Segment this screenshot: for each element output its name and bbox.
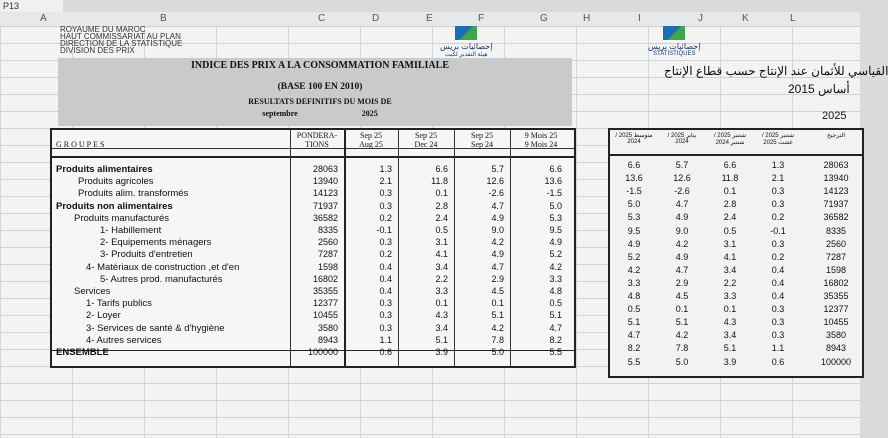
right-cell: 6.6 bbox=[723, 160, 737, 170]
cell-v3: 4.2 bbox=[491, 237, 504, 248]
table-row bbox=[52, 164, 574, 177]
cell-w: 16802 bbox=[312, 273, 338, 284]
cell-w: 3580 bbox=[317, 322, 338, 333]
cell-v1: 0.3 bbox=[379, 188, 392, 199]
table-row bbox=[52, 335, 574, 348]
right-cell: 10455 bbox=[823, 317, 849, 328]
column-header[interactable]: K bbox=[742, 13, 749, 24]
cell-w: 7287 bbox=[317, 249, 338, 260]
cell-w: 8335 bbox=[317, 225, 338, 235]
cell-v4: 4.2 bbox=[549, 261, 562, 272]
cell-v1: 0.4 bbox=[379, 261, 392, 272]
cell-w: 35355 bbox=[312, 286, 338, 296]
cell-v4: 8.2 bbox=[549, 334, 562, 345]
right-header: شتنبر 2025 / غشت 2025 bbox=[761, 133, 795, 146]
cell-v3: 4.7 bbox=[491, 261, 504, 272]
cell-v1: 0.6 bbox=[379, 347, 392, 357]
right-cell: 13940 bbox=[823, 173, 849, 184]
row-label: 3- Produits d'entretien bbox=[100, 249, 193, 261]
cpi-table bbox=[50, 128, 576, 368]
cell-v2: 3.3 bbox=[435, 286, 448, 296]
right-cell: 5.3 bbox=[627, 212, 641, 223]
right-cell: -0.1 bbox=[770, 225, 786, 236]
right-cell: 7.8 bbox=[675, 343, 689, 354]
cell-v2: 11.8 bbox=[431, 176, 448, 187]
right-cell: 1.1 bbox=[771, 343, 785, 354]
cell-v1: 2.1 bbox=[379, 176, 392, 187]
right-cell: 0.2 bbox=[771, 251, 785, 262]
table-row bbox=[52, 298, 574, 311]
right-cell: 0.1 bbox=[675, 304, 689, 315]
row-label: 1- Tarifs publics bbox=[86, 298, 152, 310]
right-cell: 4.2 bbox=[675, 238, 689, 249]
right-cell: 0.2 bbox=[771, 212, 785, 223]
right-cell: 4.8 bbox=[627, 291, 641, 301]
cell-v4: 4.8 bbox=[549, 286, 562, 296]
table-row bbox=[52, 225, 574, 238]
right-cell: 0.3 bbox=[771, 238, 785, 249]
right-header: متوسط 2025 / 2024 bbox=[615, 133, 653, 145]
right-cell: 6.6 bbox=[627, 160, 641, 170]
cell-w: 28063 bbox=[312, 164, 338, 174]
gov-header-lines bbox=[60, 26, 182, 54]
right-cell: 0.1 bbox=[723, 186, 737, 197]
right-cell: 5.5 bbox=[627, 356, 641, 367]
right-cell: 3.3 bbox=[723, 291, 737, 301]
column-header[interactable]: B bbox=[160, 13, 167, 24]
header-pond-line1: PONDERA- bbox=[296, 131, 338, 140]
header-pond-line2: TIONS bbox=[305, 140, 329, 149]
cell-v1: 0.2 bbox=[379, 212, 392, 223]
table-row bbox=[52, 323, 574, 336]
table-row bbox=[52, 237, 574, 250]
right-cell: 28063 bbox=[823, 160, 849, 170]
right-cell: 2.8 bbox=[723, 199, 737, 210]
cell-w: 13940 bbox=[312, 176, 338, 187]
report-year: 2025 bbox=[361, 109, 378, 118]
cell-v1: -0.1 bbox=[376, 225, 392, 235]
cell-v3: 2.9 bbox=[491, 273, 504, 284]
header-col4-a: 9 Mois 25 bbox=[524, 131, 558, 140]
right-cell: 4.7 bbox=[675, 264, 689, 275]
cell-v2: 3.4 bbox=[435, 322, 448, 333]
right-cell: 2.4 bbox=[723, 212, 737, 223]
column-header[interactable]: A bbox=[40, 13, 47, 24]
right-header: الترجيح bbox=[826, 133, 845, 139]
right-cell: 1598 bbox=[825, 264, 847, 275]
cell-w: 14123 bbox=[312, 188, 338, 199]
cell-v1: 1.3 bbox=[379, 164, 392, 174]
table-row bbox=[52, 347, 574, 360]
cell-w: 71937 bbox=[312, 200, 338, 211]
column-header[interactable]: E bbox=[426, 13, 433, 24]
cell-v3: 7.8 bbox=[491, 334, 504, 345]
right-year: 2025 bbox=[822, 110, 847, 122]
table-row bbox=[52, 286, 574, 299]
right-cell: 8.2 bbox=[627, 343, 641, 354]
right-header: يناير 2025 / 2024 bbox=[667, 133, 697, 145]
row-label: 3- Services de santé & d'hygiène bbox=[86, 322, 225, 334]
right-cell: 71937 bbox=[823, 199, 849, 210]
row-label: Produits non alimentaires bbox=[56, 200, 173, 212]
cell-w: 2560 bbox=[317, 237, 338, 248]
cell-v2: 2.4 bbox=[435, 212, 448, 223]
right-cell: 3.4 bbox=[723, 264, 737, 275]
cell-v3: 9.0 bbox=[491, 225, 504, 235]
cell-v3: 4.9 bbox=[491, 249, 504, 260]
cell-w: 8943 bbox=[317, 334, 338, 345]
row-label: 1- Habillement bbox=[100, 225, 162, 236]
right-cell: 100000 bbox=[820, 356, 852, 367]
right-cell: 9.5 bbox=[627, 225, 641, 236]
cell-v4: 9.5 bbox=[549, 225, 562, 235]
right-cell: 5.1 bbox=[723, 343, 737, 354]
cell-v1: 0.4 bbox=[379, 286, 392, 296]
column-header[interactable]: H bbox=[583, 13, 591, 24]
right-cell: 11.8 bbox=[721, 173, 739, 184]
cell-v1: 0.3 bbox=[379, 237, 392, 248]
logo-icon bbox=[663, 26, 685, 40]
header-col3 bbox=[454, 131, 510, 149]
right-cell: 9.0 bbox=[675, 225, 689, 236]
right-header: شتنبر 2025 / شتنبر 2024 bbox=[713, 133, 747, 146]
report-title: INDICE DES PRIX A LA CONSOMMATION FAMILIALE bbox=[191, 60, 449, 71]
right-cell: 1.3 bbox=[771, 160, 785, 170]
cell-v4: 6.6 bbox=[549, 164, 562, 174]
row-label: Produits alimentaires bbox=[56, 164, 153, 175]
cell-v1: 0.3 bbox=[379, 298, 392, 309]
right-cell: 3.4 bbox=[723, 330, 737, 341]
cell-v1: 0.3 bbox=[379, 322, 392, 333]
logo-icon bbox=[455, 26, 477, 40]
cell-v4: 3.3 bbox=[549, 273, 562, 284]
right-cell: 4.7 bbox=[675, 199, 689, 210]
cell-v2: 5.1 bbox=[435, 334, 448, 345]
right-cell: 0.4 bbox=[771, 277, 785, 288]
right-cell: 2.2 bbox=[723, 277, 737, 288]
right-cell: 2560 bbox=[825, 238, 847, 249]
right-cell: 13.6 bbox=[625, 173, 643, 184]
right-cell: 4.9 bbox=[675, 212, 689, 223]
report-subtitle: RESULTATS DEFINITIFS DU MOIS DE bbox=[248, 97, 392, 106]
header-col3-b: Sep 24 bbox=[471, 140, 493, 149]
cell-v4: 5.5 bbox=[549, 347, 562, 357]
header-groupes: GROUPES bbox=[56, 140, 107, 149]
cell-v2: 2.8 bbox=[435, 200, 448, 211]
logo-text: إحصائيات بريس bbox=[648, 42, 701, 51]
header-ponderations bbox=[290, 131, 344, 149]
row-label: Produits manufacturés bbox=[74, 212, 170, 224]
row-label: 5- Autres prod. manufacturés bbox=[100, 273, 223, 285]
right-cell: 5.1 bbox=[627, 317, 641, 328]
logo-left bbox=[440, 26, 492, 58]
cell-v3: 5.7 bbox=[491, 164, 504, 174]
right-cell: 12377 bbox=[823, 304, 849, 315]
right-cell: 5.0 bbox=[627, 199, 641, 210]
ppi-table bbox=[608, 128, 864, 378]
cell-v2: 2.2 bbox=[435, 273, 448, 284]
logo-subtext: هيئة التقدير لكيت bbox=[444, 52, 488, 58]
cell-w: 1598 bbox=[317, 261, 338, 272]
right-cell: 4.2 bbox=[627, 264, 641, 275]
right-cell: 8943 bbox=[825, 343, 847, 354]
gov-line: ROYAUME DU MAROC bbox=[60, 25, 146, 34]
cell-v2: 3.4 bbox=[435, 261, 448, 272]
right-cell: 0.3 bbox=[771, 304, 785, 315]
right-cell: 4.5 bbox=[675, 291, 689, 301]
cell-v3: -2.6 bbox=[488, 188, 504, 199]
right-subtitle: أساس 2015 bbox=[788, 82, 850, 96]
table-row bbox=[52, 310, 574, 323]
cell-v1: 1.1 bbox=[379, 334, 392, 345]
gov-line: DIRECTION DE LA STATISTIQUE bbox=[60, 39, 183, 48]
cell-v2: 0.1 bbox=[435, 188, 448, 199]
cell-v3: 4.9 bbox=[491, 212, 504, 223]
right-cell: 16802 bbox=[823, 277, 849, 288]
cell-v1: 0.2 bbox=[379, 249, 392, 260]
cell-v4: -1.5 bbox=[546, 188, 562, 199]
header-col1 bbox=[344, 131, 398, 149]
column-header[interactable]: I bbox=[638, 13, 641, 24]
cell-v1: 0.4 bbox=[379, 273, 392, 284]
right-cell: 5.2 bbox=[627, 251, 641, 262]
right-cell: 3580 bbox=[825, 330, 847, 341]
row-label: ENSEMBLE bbox=[56, 347, 109, 358]
logo-right bbox=[648, 26, 700, 57]
column-header[interactable]: D bbox=[372, 13, 380, 24]
right-cell: 35355 bbox=[823, 291, 849, 301]
right-cell: 0.3 bbox=[771, 199, 785, 210]
cell-v4: 0.5 bbox=[549, 298, 562, 309]
right-cell: 0.3 bbox=[771, 330, 785, 341]
row-label: 4- Matériaux de construction ,et d'en bbox=[86, 261, 240, 273]
right-cell: 0.4 bbox=[771, 291, 785, 301]
cell-v3: 4.2 bbox=[491, 322, 504, 333]
cell-v2: 3.9 bbox=[435, 347, 448, 357]
right-cell: 5.7 bbox=[675, 160, 689, 170]
right-cell: 3.1 bbox=[723, 238, 737, 249]
column-header[interactable]: J bbox=[698, 13, 703, 24]
right-cell: 5.1 bbox=[675, 317, 689, 328]
right-cell: 36582 bbox=[823, 212, 849, 223]
header-col4 bbox=[510, 131, 572, 149]
right-cell: 5.0 bbox=[675, 356, 689, 367]
right-title: القياسي للأثمان عند الإنتاج حسب قطاع الإنتاج bbox=[664, 64, 888, 78]
right-cell: 2.1 bbox=[771, 173, 785, 184]
right-cell: -2.6 bbox=[674, 186, 690, 197]
row-label: 4- Autres services bbox=[86, 334, 162, 346]
cell-v4: 4.7 bbox=[549, 322, 562, 333]
cell-v2: 4.1 bbox=[435, 249, 448, 260]
header-col2-b: Dec 24 bbox=[414, 140, 438, 149]
right-cell: 0.5 bbox=[723, 225, 737, 236]
right-cell: 2.9 bbox=[675, 277, 689, 288]
right-cell: 12.6 bbox=[673, 173, 691, 184]
table-row bbox=[52, 188, 574, 201]
cell-v4: 5.1 bbox=[549, 310, 562, 321]
row-label: Produits agricoles bbox=[78, 176, 154, 188]
right-cell: 3.3 bbox=[627, 277, 641, 288]
right-cell: 0.4 bbox=[771, 264, 785, 275]
cell-v4: 5.2 bbox=[549, 249, 562, 260]
cell-v3: 5.0 bbox=[491, 347, 504, 357]
right-cell: 0.3 bbox=[771, 317, 785, 328]
cell-v2: 3.1 bbox=[435, 237, 448, 248]
cell-w: 36582 bbox=[312, 212, 338, 223]
table-row bbox=[52, 201, 574, 214]
cell-v4: 5.3 bbox=[549, 212, 562, 223]
column-header[interactable]: C bbox=[318, 13, 326, 24]
right-cell: 4.2 bbox=[675, 330, 689, 341]
right-cell: 7287 bbox=[825, 251, 847, 262]
right-cell: 0.3 bbox=[771, 186, 785, 197]
row-label: Produits alim. transformés bbox=[78, 188, 189, 200]
gov-line: HAUT COMMISSARIAT AU PLAN bbox=[60, 32, 181, 41]
right-cell: 0.6 bbox=[771, 356, 785, 367]
cell-v3: 12.6 bbox=[486, 176, 504, 187]
report-month: septembre bbox=[262, 109, 298, 118]
row-label: 2- Equipements ménagers bbox=[100, 237, 212, 249]
right-cell: 4.7 bbox=[627, 330, 641, 341]
cell-v1: 0.3 bbox=[379, 200, 392, 211]
report-period bbox=[100, 109, 540, 118]
table-row bbox=[52, 274, 574, 287]
right-cell: 4.9 bbox=[675, 251, 689, 262]
cell-v2: 4.3 bbox=[435, 310, 448, 321]
header-col4-b: 9 Mois 24 bbox=[524, 140, 558, 149]
column-header[interactable]: F bbox=[478, 13, 485, 24]
cell-v2: 0.5 bbox=[435, 225, 448, 235]
right-cell: 3.9 bbox=[723, 356, 737, 367]
cell-v2: 0.1 bbox=[435, 298, 448, 309]
table-row bbox=[52, 213, 574, 226]
cell-v3: 0.1 bbox=[491, 298, 504, 309]
header-col3-a: Sep 25 bbox=[471, 131, 493, 140]
gov-line: DIVISION DES PRIX bbox=[60, 46, 135, 55]
name-box[interactable]: P13 bbox=[0, 0, 63, 13]
logo-subtext: STATISTIQUES bbox=[653, 51, 696, 57]
report-base: (BASE 100 EN 2010) bbox=[277, 82, 363, 92]
right-cell: 0.5 bbox=[627, 304, 641, 315]
table-row bbox=[52, 262, 574, 275]
column-header[interactable]: L bbox=[790, 13, 796, 24]
cell-v3: 4.5 bbox=[491, 286, 504, 296]
header-col2 bbox=[398, 131, 454, 149]
cell-v3: 4.7 bbox=[491, 200, 504, 211]
cell-w: 100000 bbox=[307, 347, 338, 357]
right-cell: 4.3 bbox=[723, 317, 737, 328]
cell-v3: 5.1 bbox=[491, 310, 504, 321]
cell-v4: 4.9 bbox=[549, 237, 562, 248]
cell-v4: 13.6 bbox=[544, 176, 562, 187]
header-col2-a: Sep 25 bbox=[415, 131, 437, 140]
logo-text: إحصائيات بريس bbox=[440, 42, 493, 51]
cell-v4: 5.0 bbox=[549, 200, 562, 211]
column-header[interactable]: G bbox=[540, 13, 548, 24]
table-row bbox=[52, 176, 574, 189]
cell-w: 12377 bbox=[312, 298, 338, 309]
row-label: 2- Loyer bbox=[86, 310, 121, 322]
right-cell: 0.1 bbox=[723, 304, 737, 315]
right-cell: 4.1 bbox=[723, 251, 737, 262]
right-cell: 8335 bbox=[825, 225, 847, 236]
right-cell: 14123 bbox=[823, 186, 849, 197]
right-cell: -1.5 bbox=[626, 186, 642, 197]
cell-w: 10455 bbox=[312, 310, 338, 321]
row-label: Services bbox=[74, 286, 111, 297]
right-cell: 4.9 bbox=[627, 238, 641, 249]
cell-v1: 0.3 bbox=[379, 310, 392, 321]
cell-v2: 6.6 bbox=[435, 164, 448, 174]
header-col1-a: Sep 25 bbox=[360, 131, 382, 140]
header-col1-b: Aug 25 bbox=[359, 140, 383, 149]
table-row bbox=[52, 249, 574, 262]
